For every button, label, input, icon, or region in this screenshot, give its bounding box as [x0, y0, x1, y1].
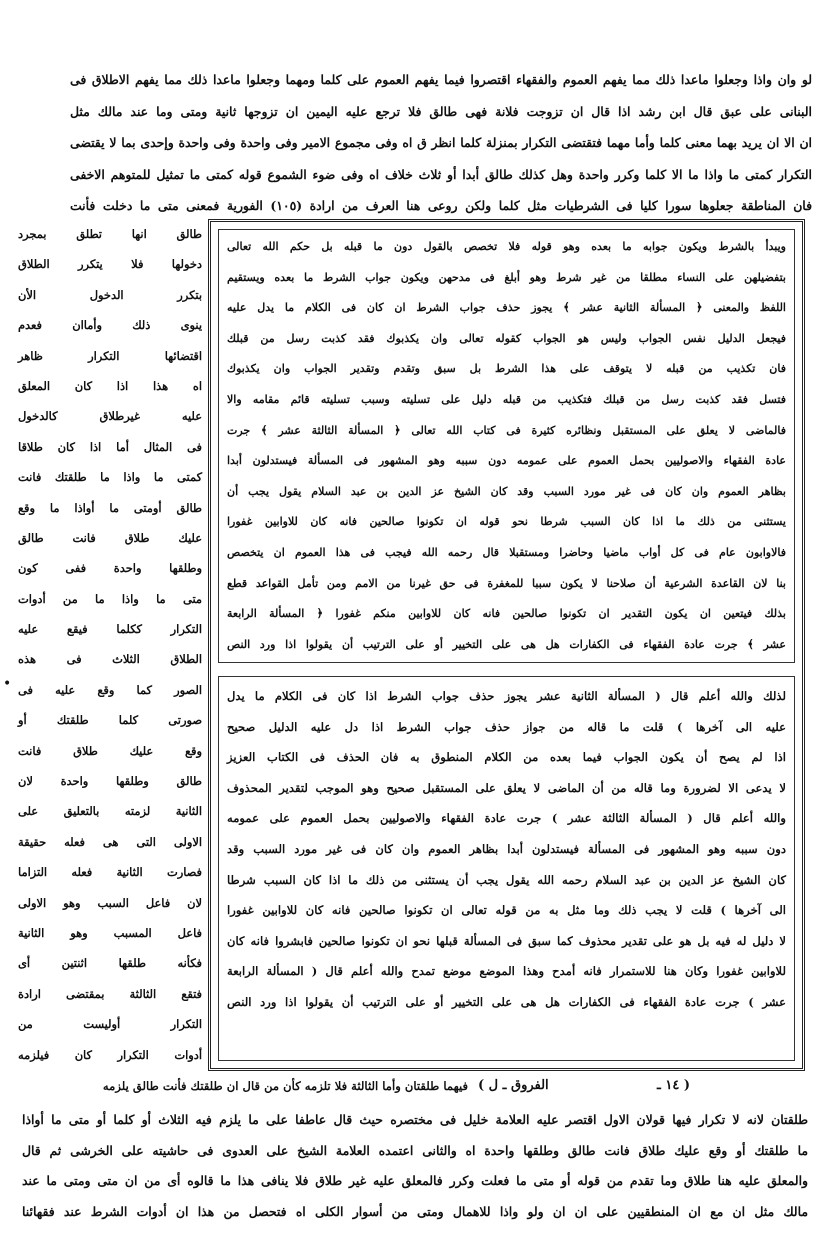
side-text-line: وقع عليك طلاق فانت: [18, 743, 202, 758]
matn-text-line: عادة الفقهاء والاصوليين بحمل العموم على عمومه دون سببه وهو المشهور فى المسألة فيستدلون أبدا: [227, 454, 786, 468]
side-text-line: فى المثال أما اذا كان طلاقا: [18, 439, 202, 454]
side-text-line: الاولى التى هى فعله حقيقة: [18, 834, 202, 849]
side-text-line: فاعل المسبب وهو الثانية: [18, 925, 202, 940]
sharh-text-box: [218, 676, 795, 1061]
top-text-line: ان الا ان يريد بهما معنى كلما وأما مهما فتقتضى التكرار بمنزلة كلما انظر ق اه وفى مجموع الامير وفى واحدة وفى واحدة وإحدى بما لا يقتضى: [70, 135, 812, 150]
side-text-line: اقتضائها التكرار ظاهر: [18, 348, 202, 363]
bottom-text-line: طلقتان لانه لا تكرار فيها قولان الاول اقتصر عليه العلامة خليل فى مختصره حيث قال عاطفا على ما يلزم فيه الثلاث أو كلما أو متى ما أواذا: [22, 1112, 808, 1127]
bottom-text-line: مالك مثل ان مع ان المنطقيين على ان ان ولو واذا للاهمال ومتى من أسوار الكلى اه فتحصل من هذا ان أدوات الشرط عند فقهائنا: [22, 1203, 808, 1219]
matn-text-box: [218, 229, 795, 663]
side-text-line: عليه غيرطلاق كالدخول: [18, 409, 202, 424]
matn-text-line: بتفضيلهن على النساء مطلقا من غير شرط وهو أبلغ فى مدحهن ويكون جواب الشرط ما بعده ويستقيم: [227, 270, 786, 284]
side-text-line: طالق أومتى ما أواذا ما وقع: [18, 500, 202, 515]
matn-text-line: بنا لان القاعدة الشرعية أن صلاحنا لا يكون سببا للمغفرة فى حق غيرنا من الامم ومن تأمل القواعد قطع: [227, 576, 786, 590]
side-text-line: فصارت الثانية فعله التزاما: [18, 865, 202, 880]
sharh-text-line: لا يدعى الا لضرورة وما قاله من أن الماضى لا يعلق على المستقبل صحيح وهو الموجب لتقدير المحذوف: [227, 780, 786, 795]
bottom-text-line: والمعلق عليه هنا طلاق وما تقدم من قوله أو متى ما فعلت وكرر فالمعلق عليه غير طلاق فلا ينافى هذا ما قالوه أى من ان متى ومتى ما عند: [22, 1173, 808, 1188]
sharh-text-line: عشر ) جرت عادة الفقهاء فى الكفارات هل هى على التخيير أو على الترتيب أن يقولوا اذا ورد النص: [227, 994, 786, 1009]
matn-text-line: فالماضى لا يعلق على المستقبل ونظائره كثيرة فى كتاب الله تعالى ﴿ المسألة الثالثة عشر ﴾ جرت: [227, 423, 786, 437]
side-text-line: لان فاعل السبب وهو الاولى: [18, 895, 202, 910]
side-text-line: فتقع الثالثة بمقتضى ارادة: [18, 986, 202, 1001]
matn-text-line: بظاهر العموم وان كان فى غير مورد السبب وقد كان الشيخ عز الدين بن عبد السلام يقول يجب أن: [227, 484, 786, 498]
matn-text-line: يستثنى من ذلك ما اذا كان السبب شرطا نحو قوله ان تكونوا صالحين فانه كان للاوابين غفورا: [227, 515, 786, 529]
sharh-text-line: عليه الى آخرها ) قلت ما قاله من جواز حذف جواب الشرط اذا دل عليه الدليل صحيح: [227, 719, 786, 734]
sharh-text-line: لذلك والله أعلم قال ( المسألة الثانية عشر يجوز حذف جواب الشرط اذا كان فى الكلام ما يدل: [227, 689, 786, 703]
top-text-line: فان المناطقة جعلوها سورا كليا فى الشرطيات مثل كلما ولكن روعى هنا العرف من ارادة (١٠٥) الفورية فمعنى متى ما دخلت فأنت: [70, 198, 812, 213]
sharh-text-line: لا دليل له فيه بل هو على تقدير محذوف كما سبق فى المسألة قبلها نحو ان تكونوا صالحين فابشروا فانه كان: [227, 933, 786, 948]
side-text-line: التكرار أوليست من: [18, 1017, 202, 1032]
matn-text-line: عشر ﴾ جرت عادة الفقهاء فى الكفارات هل هى على التخيير أو على الترتيب أن يقولوا اذا ورد النص: [227, 637, 786, 651]
matn-text-line: اللفظ والمعنى ﴿ المسألة الثانية عشر ﴾ يجوز حذف جواب الشرط ان كان فى الكلام ما يدل عليه: [227, 301, 786, 315]
margin-dot-mark: •: [3, 676, 12, 692]
side-text-line: الطلاق الثلاث فى هذه: [18, 652, 202, 667]
running-title: الفروق ـ ل ): [478, 1078, 549, 1093]
matn-text-line: فيجعل الدليل نفس الجواب وليس هو الجواب كقوله تعالى وان يكذبوك فقد كذبت رسل من قبلك: [227, 331, 786, 345]
matn-text-line: فان تكذيب من قبله لا يتوقف على هذا الشرط بل سبق وتقدم وتقدير الجواب وان يكذبوك: [227, 362, 786, 376]
sharh-text-line: كان الشيخ عز الدين بن عبد السلام رحمه الله يقول يجب أن يستثنى من ذلك ما اذا كان السبب شرطا: [227, 872, 786, 887]
top-text-line: التكرار كمتى ما واذا ما الا كلما وكرر واحدة وهل كذلك طالق أبدا أو ثلاث خلاف اه وفى ضوء الشموع قوله كمتى ما تمثيل للمتوهم الاخفى: [70, 166, 812, 182]
side-text-line: صورتى كلما طلقتك أو: [18, 713, 202, 728]
footer-note-line: فيهما طلقتان وأما الثالثة فلا تلزمه كأن من قال ان طلقتك فأنت طالق يلزمه: [102, 1079, 468, 1093]
matn-text-line: ويبدأ بالشرط ويكون جوابه ما بعده وهو قوله فلا تخصص بالقول دون ما قبله بل حكم الله تعالى: [227, 240, 786, 253]
top-text-line: لو وان واذا وجعلوا ماعدا ذلك مما يفهم العموم والفقهاء اقتصروا فيما يفهم العموم على كلما ومهما وجعلوا ماعدا ذلك مما يفهم الاطلاق فى: [70, 72, 812, 87]
sharh-text-line: دون سببه وهو المشهور فى المسألة فيستدلون أبدا بظاهر العموم وان كان فى غير مورد السبب وقد: [227, 841, 786, 856]
bottom-text-line: ما طلقتك أو وقع عليك طلاق فانت طالق وطلقها واحدة اه والثانى اعتمده العلامة الشيخ على العدوى فى حاشيته على الخرشى ثم قال: [22, 1142, 808, 1158]
top-text-line: البنانى على عبق قال ابن رشد اذا قال ان تزوجت فلانة فهى طالق فلا ترجع عليه اليمين ان تزوجها ثانية ومتى وما عند مالك مثل: [70, 103, 812, 119]
top-commentary-block: [70, 64, 812, 222]
sharh-text-line: والله أعلم قال ( المسألة الثالثة عشر ) جرت عادة الفقهاء والاصوليين بحمل العموم على عمومه: [227, 811, 786, 826]
side-text-line: أدوات التكرار كان فيلزمه: [18, 1047, 202, 1062]
sharh-text-line: للاوابين غفورا وكان هنا للاستمرار فانه أمدح وهذا الموضع موضع تمدح والله أعلم قال ( المسألة الرابعة: [227, 964, 786, 979]
side-text-line: طالق وطلقها واحدة لان: [18, 774, 202, 789]
bottom-commentary-block: [22, 1105, 808, 1227]
side-text-line: اه هذا اذا كان المعلق: [18, 378, 202, 393]
side-text-line: التكرار ككلما فيقع عليه: [18, 622, 202, 637]
side-text-line: بتكرر الدخول الأن: [18, 287, 202, 302]
main-text-frame: [208, 219, 805, 1071]
side-text-line: متى ما واذا ما من أدوات: [18, 591, 202, 606]
side-text-line: وطلقها واحدة ففى كون: [18, 561, 202, 576]
side-commentary-column: [18, 219, 202, 1070]
matn-text-line: فتسل فقد كذبت رسل من قبلك فتكذيب من قبله دليل على تسليته وسبب تسليته قائم مقامه والا: [227, 392, 786, 406]
sharh-text-line: اذا لم يصح أن يكون الجواب فيما بعده من الكلام المنطوق به فان الحذف فى الكتاب العزيز: [227, 750, 786, 765]
side-text-line: عليك طلاق فانت طالق: [18, 530, 202, 545]
page-number: ( ١٤ ـ: [657, 1078, 690, 1093]
side-text-line: كمتى ما واذا ما طلقتك فانت: [18, 470, 202, 485]
side-text-line: دخولها فلا يتكرر الطلاق: [18, 257, 202, 272]
side-text-line: فكأنه طلقها اثنتين أى: [18, 956, 202, 971]
matn-text-line: فالاوابون عام فى كل أواب ماضيا وحاضرا ومستقبلا قال رحمه الله فيجب فى هذا العموم ان يتخصص: [227, 545, 786, 559]
sharh-text-line: الى آخرها ) قلت لا يجب ذلك وما مثل به من قوله تعالى ان تكونوا صالحين فانه كان للاوابين غفورا: [227, 903, 786, 918]
side-text-line: الصور كما وقع عليه فى: [18, 682, 202, 697]
side-text-line: ينوى ذلك وأماان فعدم: [18, 318, 202, 333]
page-signature: [478, 1071, 690, 1101]
matn-text-line: بذلك فيتعين ان يكون التقدير ان تكونوا صالحين فانه كان للاوابين منكم غفورا ﴿ المسألة الرابعة: [227, 607, 786, 621]
side-text-line: الثانية لزمته بالتعليق على: [18, 804, 202, 819]
side-text-line: طالق انها تطلق بمجرد: [18, 227, 202, 241]
